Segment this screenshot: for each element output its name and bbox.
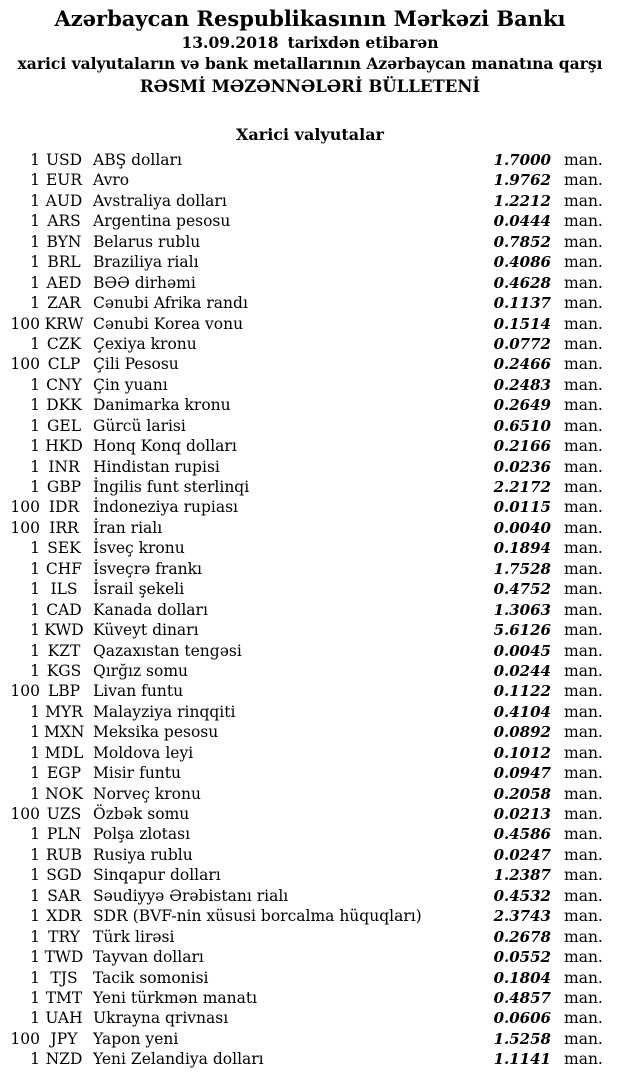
quantity: 1 [30,273,40,292]
currency-name: Çili Pesosu [93,355,179,374]
quantity: 100 [10,682,40,701]
table-row [0,211,620,231]
currency-code: UZS [46,805,82,823]
unit-label: man. [564,600,603,619]
unit-label: man. [564,232,603,251]
currency-code: PLN [46,825,82,844]
rate-value: 0.0552 [493,948,551,967]
quantity: 1 [30,784,40,803]
currency-name: ABŞ dolları [93,151,182,169]
rate-value: 0.0444 [493,212,551,231]
currency-name: Avro [93,171,130,190]
rate-value: 0.1894 [493,539,551,558]
quantity: 1 [30,580,40,599]
table-row [0,252,620,272]
unit-label: man. [564,294,603,313]
quantity: 1 [30,845,40,864]
table-row [0,722,620,742]
table-row [0,865,620,885]
currency-name: Kanada dolları [93,600,208,619]
quantity: 1 [30,948,40,967]
currency-code: EGP [46,764,82,783]
currency-code: INR [48,457,80,476]
rate-value: 0.4532 [493,886,551,905]
quantity: 1 [30,968,40,987]
rate-value: 0.1804 [493,968,551,987]
quantity: 1 [30,375,40,394]
rate-value: 5.6126 [493,621,551,640]
rate-value: 0.2483 [493,375,551,394]
effective-date: 13.09.2018 [181,33,279,52]
table-row [0,314,620,334]
currency-code: JPY [50,1029,78,1048]
unit-label: man. [564,253,603,272]
quantity: 1 [30,334,40,353]
quantity: 1 [30,988,40,1007]
table-row [0,947,620,967]
rate-value: 0.0040 [493,518,551,537]
rate-value: 0.0772 [493,334,551,353]
quantity: 1 [30,559,40,578]
quantity: 100 [10,314,40,333]
rate-value: 0.0244 [493,661,551,680]
rate-value: 0.0947 [493,764,551,783]
currency-code: TJS [50,968,78,987]
unit-label: man. [564,355,603,374]
table-row [0,354,620,374]
currency-name: İndoneziya rupiası [93,498,238,517]
currency-name: Honq Konq dolları [93,437,237,456]
table-row [0,477,620,497]
table-row [0,579,620,599]
quantity: 1 [30,191,40,210]
rate-value: 0.2166 [493,437,551,456]
currency-name: Danimarka kronu [93,396,231,415]
quantity: 1 [30,416,40,435]
currency-code: TRY [48,927,80,946]
unit-label: man. [564,457,603,476]
rate-value: 0.0606 [493,1009,551,1028]
quantity: 1 [30,866,40,885]
rate-value: 0.0045 [493,641,551,660]
rates-table [0,150,620,1070]
currency-name: İngilis funt sterlinqi [93,478,250,496]
currency-code: CHF [45,559,83,578]
rate-value: 0.0236 [493,457,551,476]
table-row [0,1029,620,1049]
rate-value: 1.2387 [493,866,551,885]
currency-name: Hindistan rupisi [93,457,220,476]
currency-code: KZT [47,641,81,660]
quantity: 1 [30,886,40,905]
document-subtitle: xarici valyutaların və bank metallarının Azərbaycan manatına qarşı [17,54,603,73]
table-row [0,150,620,170]
unit-label: man. [564,191,603,210]
currency-name: Gürcü larisi [93,416,186,435]
currency-code: IDR [48,498,80,517]
unit-label: man. [564,416,603,435]
currency-name: Sinqapur dolları [93,866,221,885]
currency-code: AED [46,273,82,292]
currency-name: Qazaxıstan tengəsi [93,641,242,660]
rate-value: 0.1137 [493,294,551,313]
currency-code: MXN [44,723,85,742]
currency-code: BYN [46,232,82,251]
rate-value: 0.4586 [493,825,551,844]
currency-name: Malayziya rinqqiti [93,702,236,721]
currency-name: Rusiya rublu [93,845,193,864]
table-row [0,845,620,865]
currency-name: Qırğız somu [93,661,189,680]
rate-value: 1.9762 [493,171,551,190]
table-row [0,906,620,926]
section-title-foreign-currencies: Xarici valyutalar [236,125,384,144]
unit-label: man. [564,743,603,762]
currency-code: MDL [44,743,84,762]
unit-label: man. [564,621,603,640]
table-row [0,600,620,620]
currency-name: Polşa zlotası [93,825,191,844]
currency-name: Çin yuanı [93,375,168,394]
quantity: 1 [30,764,40,783]
unit-label: man. [564,927,603,946]
rate-value: 0.2466 [493,355,551,374]
table-row [0,681,620,701]
table-row [0,457,620,477]
currency-code: CAD [46,600,82,619]
table-row [0,416,620,436]
unit-label: man. [564,968,603,987]
unit-label: man. [564,396,603,415]
table-row [0,886,620,906]
table-row [0,784,620,804]
currency-name: Səudiyyə Ərəbistanı rialı [93,886,289,905]
unit-label: man. [564,171,603,190]
currency-code: SEK [47,539,81,558]
quantity: 1 [30,396,40,415]
rate-value: 2.3743 [493,907,551,926]
rate-value: 1.3063 [493,600,551,619]
currency-code: DKK [46,396,82,415]
quantity: 100 [10,355,40,374]
currency-name: Küveyt dinarı [93,621,199,640]
table-row [0,375,620,395]
unit-label: man. [564,212,603,231]
table-row [0,702,620,722]
currency-code: ARS [47,212,81,231]
table-row [0,436,620,456]
table-row [0,988,620,1008]
table-row [0,804,620,824]
unit-label: man. [564,539,603,558]
currency-code: KWD [44,621,84,640]
currency-name: Argentina pesosu [93,212,231,231]
quantity: 100 [10,805,40,823]
table-row [0,395,620,415]
unit-label: man. [564,907,603,926]
currency-name: Cənubi Korea vonu [93,314,244,333]
rate-value: 0.1514 [493,314,551,333]
unit-label: man. [564,314,603,333]
unit-label: man. [564,825,603,844]
currency-code: KRW [44,314,84,333]
unit-label: man. [564,334,603,353]
currency-name: Livan funtu [93,682,184,701]
rate-value: 0.4086 [493,253,551,272]
table-row [0,763,620,783]
quantity: 1 [30,743,40,762]
currency-name: Türk lirəsi [93,927,175,946]
quantity: 1 [30,212,40,231]
quantity: 1 [30,151,40,169]
currency-code: SGD [46,866,82,885]
currency-code: EUR [45,171,83,190]
quantity: 100 [10,498,40,517]
unit-label: man. [564,784,603,803]
rate-value: 1.2212 [493,191,551,210]
currency-name: Tacik somonisi [93,968,209,987]
unit-label: man. [564,845,603,864]
currency-code: SAR [47,886,81,905]
rate-value: 0.7852 [493,232,551,251]
bank-name: Azərbaycan Respublikasının Mərkəzi Bankı [54,6,566,31]
currency-code: CLP [47,355,81,374]
rate-value: 1.5258 [493,1029,551,1048]
currency-name: Yeni türkmən manatı [93,988,258,1007]
currency-name: SDR (BVF-nin xüsusi borcalma hüquqları) [93,907,422,926]
table-row [0,518,620,538]
rate-value: 1.1141 [493,1050,551,1069]
quantity: 1 [30,600,40,619]
rate-value: 0.2058 [493,784,551,803]
currency-code: ZAR [47,294,81,313]
rate-value: 0.0892 [493,723,551,742]
currency-name: Meksika pesosu [93,723,219,742]
quantity: 1 [30,457,40,476]
currency-code: GBP [46,478,82,496]
currency-name: İsveçrə frankı [93,559,202,578]
unit-label: man. [564,1029,603,1048]
unit-label: man. [564,580,603,599]
rate-value: 0.0115 [493,498,551,517]
unit-label: man. [564,437,603,456]
unit-label: man. [564,702,603,721]
currency-code: USD [45,151,83,169]
unit-label: man. [564,1050,603,1069]
currency-name: Çexiya kronu [93,334,197,353]
table-row [0,1008,620,1028]
currency-name: Tayvan dolları [93,948,204,967]
quantity: 100 [10,1029,40,1048]
rate-value: 0.2678 [493,927,551,946]
quantity: 1 [30,641,40,660]
currency-name: Misir funtu [93,764,181,783]
currency-name: İran rialı [93,518,163,537]
quantity: 1 [30,927,40,946]
quantity: 1 [30,1050,40,1069]
table-row [0,824,620,844]
quantity: 1 [30,253,40,272]
unit-label: man. [564,498,603,517]
table-row [0,927,620,947]
currency-code: AUD [45,191,83,210]
currency-code: TMT [45,988,83,1007]
unit-label: man. [564,1009,603,1028]
unit-label: man. [564,764,603,783]
currency-code: MYR [45,702,83,721]
currency-code: UAH [45,1009,83,1028]
table-row [0,538,620,558]
quantity: 1 [30,661,40,680]
rate-value: 2.2172 [493,478,551,496]
quantity: 1 [30,702,40,721]
rate-value: 0.6510 [493,416,551,435]
table-row [0,1049,620,1069]
quantity: 1 [30,539,40,558]
effective-date-line [0,32,620,53]
effective-date-suffix: tarixdən etibarən [287,33,439,52]
currency-code: ILS [50,580,78,599]
currency-name: BƏƏ dirhəmi [93,273,196,292]
currency-name: Yapon yeni [93,1029,179,1048]
unit-label: man. [564,805,603,823]
rate-value: 0.4752 [493,580,551,599]
quantity: 1 [30,907,40,926]
currency-name: Cənubi Afrika randı [93,294,248,313]
unit-label: man. [564,661,603,680]
table-row [0,232,620,252]
rate-value: 0.0247 [493,845,551,864]
unit-label: man. [564,866,603,885]
currency-code: CNY [46,375,82,394]
rate-value: 0.4628 [493,273,551,292]
currency-name: İsrail şekeli [93,580,185,599]
unit-label: man. [564,886,603,905]
bulletin-title: RƏSMİ MƏZƏNNƏLƏRİ BÜLLETENİ [139,77,481,96]
table-row [0,620,620,640]
quantity: 1 [30,294,40,313]
table-row [0,743,620,763]
currency-name: Braziliya rialı [93,253,199,272]
currency-code: BRL [47,253,81,272]
rate-value: 0.0213 [493,805,551,823]
rate-value: 0.4104 [493,702,551,721]
currency-code: KGS [46,661,82,680]
rate-value: 1.7000 [493,151,551,169]
quantity: 1 [30,621,40,640]
quantity: 1 [30,825,40,844]
rate-value: 0.4857 [493,988,551,1007]
unit-label: man. [564,478,603,496]
rate-value: 0.1122 [493,682,551,701]
unit-label: man. [564,375,603,394]
currency-name: Avstraliya dolları [93,191,227,210]
unit-label: man. [564,273,603,292]
currency-name: Yeni Zelandiya dolları [93,1050,264,1069]
currency-name: Belarus rublu [93,232,201,251]
unit-label: man. [564,723,603,742]
table-row [0,191,620,211]
currency-name: Moldova leyi [93,743,194,762]
quantity: 1 [30,232,40,251]
quantity: 1 [30,478,40,496]
unit-label: man. [564,948,603,967]
table-row [0,641,620,661]
unit-label: man. [564,988,603,1007]
unit-label: man. [564,151,603,169]
quantity: 1 [30,171,40,190]
currency-name: Norveç kronu [93,784,201,803]
currency-code: LBP [47,682,81,701]
document-header [0,0,620,98]
rate-value: 0.1012 [493,743,551,762]
table-row [0,497,620,517]
unit-label: man. [564,641,603,660]
currency-code: GEL [47,416,81,435]
quantity: 1 [30,1009,40,1028]
currency-code: IRR [49,518,79,537]
table-row [0,968,620,988]
rate-value: 1.7528 [493,559,551,578]
table-row [0,273,620,293]
quantity: 1 [30,723,40,742]
currency-name: Ukrayna qrivnası [93,1009,229,1028]
unit-label: man. [564,559,603,578]
currency-code: XDR [46,907,82,926]
rate-value: 0.2649 [493,396,551,415]
table-row [0,293,620,313]
currency-code: NZD [45,1050,83,1069]
table-row [0,170,620,190]
currency-name: Özbək somu [93,805,190,823]
unit-label: man. [564,518,603,537]
currency-code: HKD [45,437,83,456]
currency-code: CZK [46,334,82,353]
quantity: 100 [10,518,40,537]
quantity: 1 [30,437,40,456]
table-row [0,334,620,354]
currency-name: İsveç kronu [93,539,185,558]
currency-code: NOK [45,784,83,803]
table-row [0,559,620,579]
table-row [0,661,620,681]
currency-code: TWD [44,948,84,967]
currency-code: RUB [45,845,83,864]
unit-label: man. [564,682,603,701]
